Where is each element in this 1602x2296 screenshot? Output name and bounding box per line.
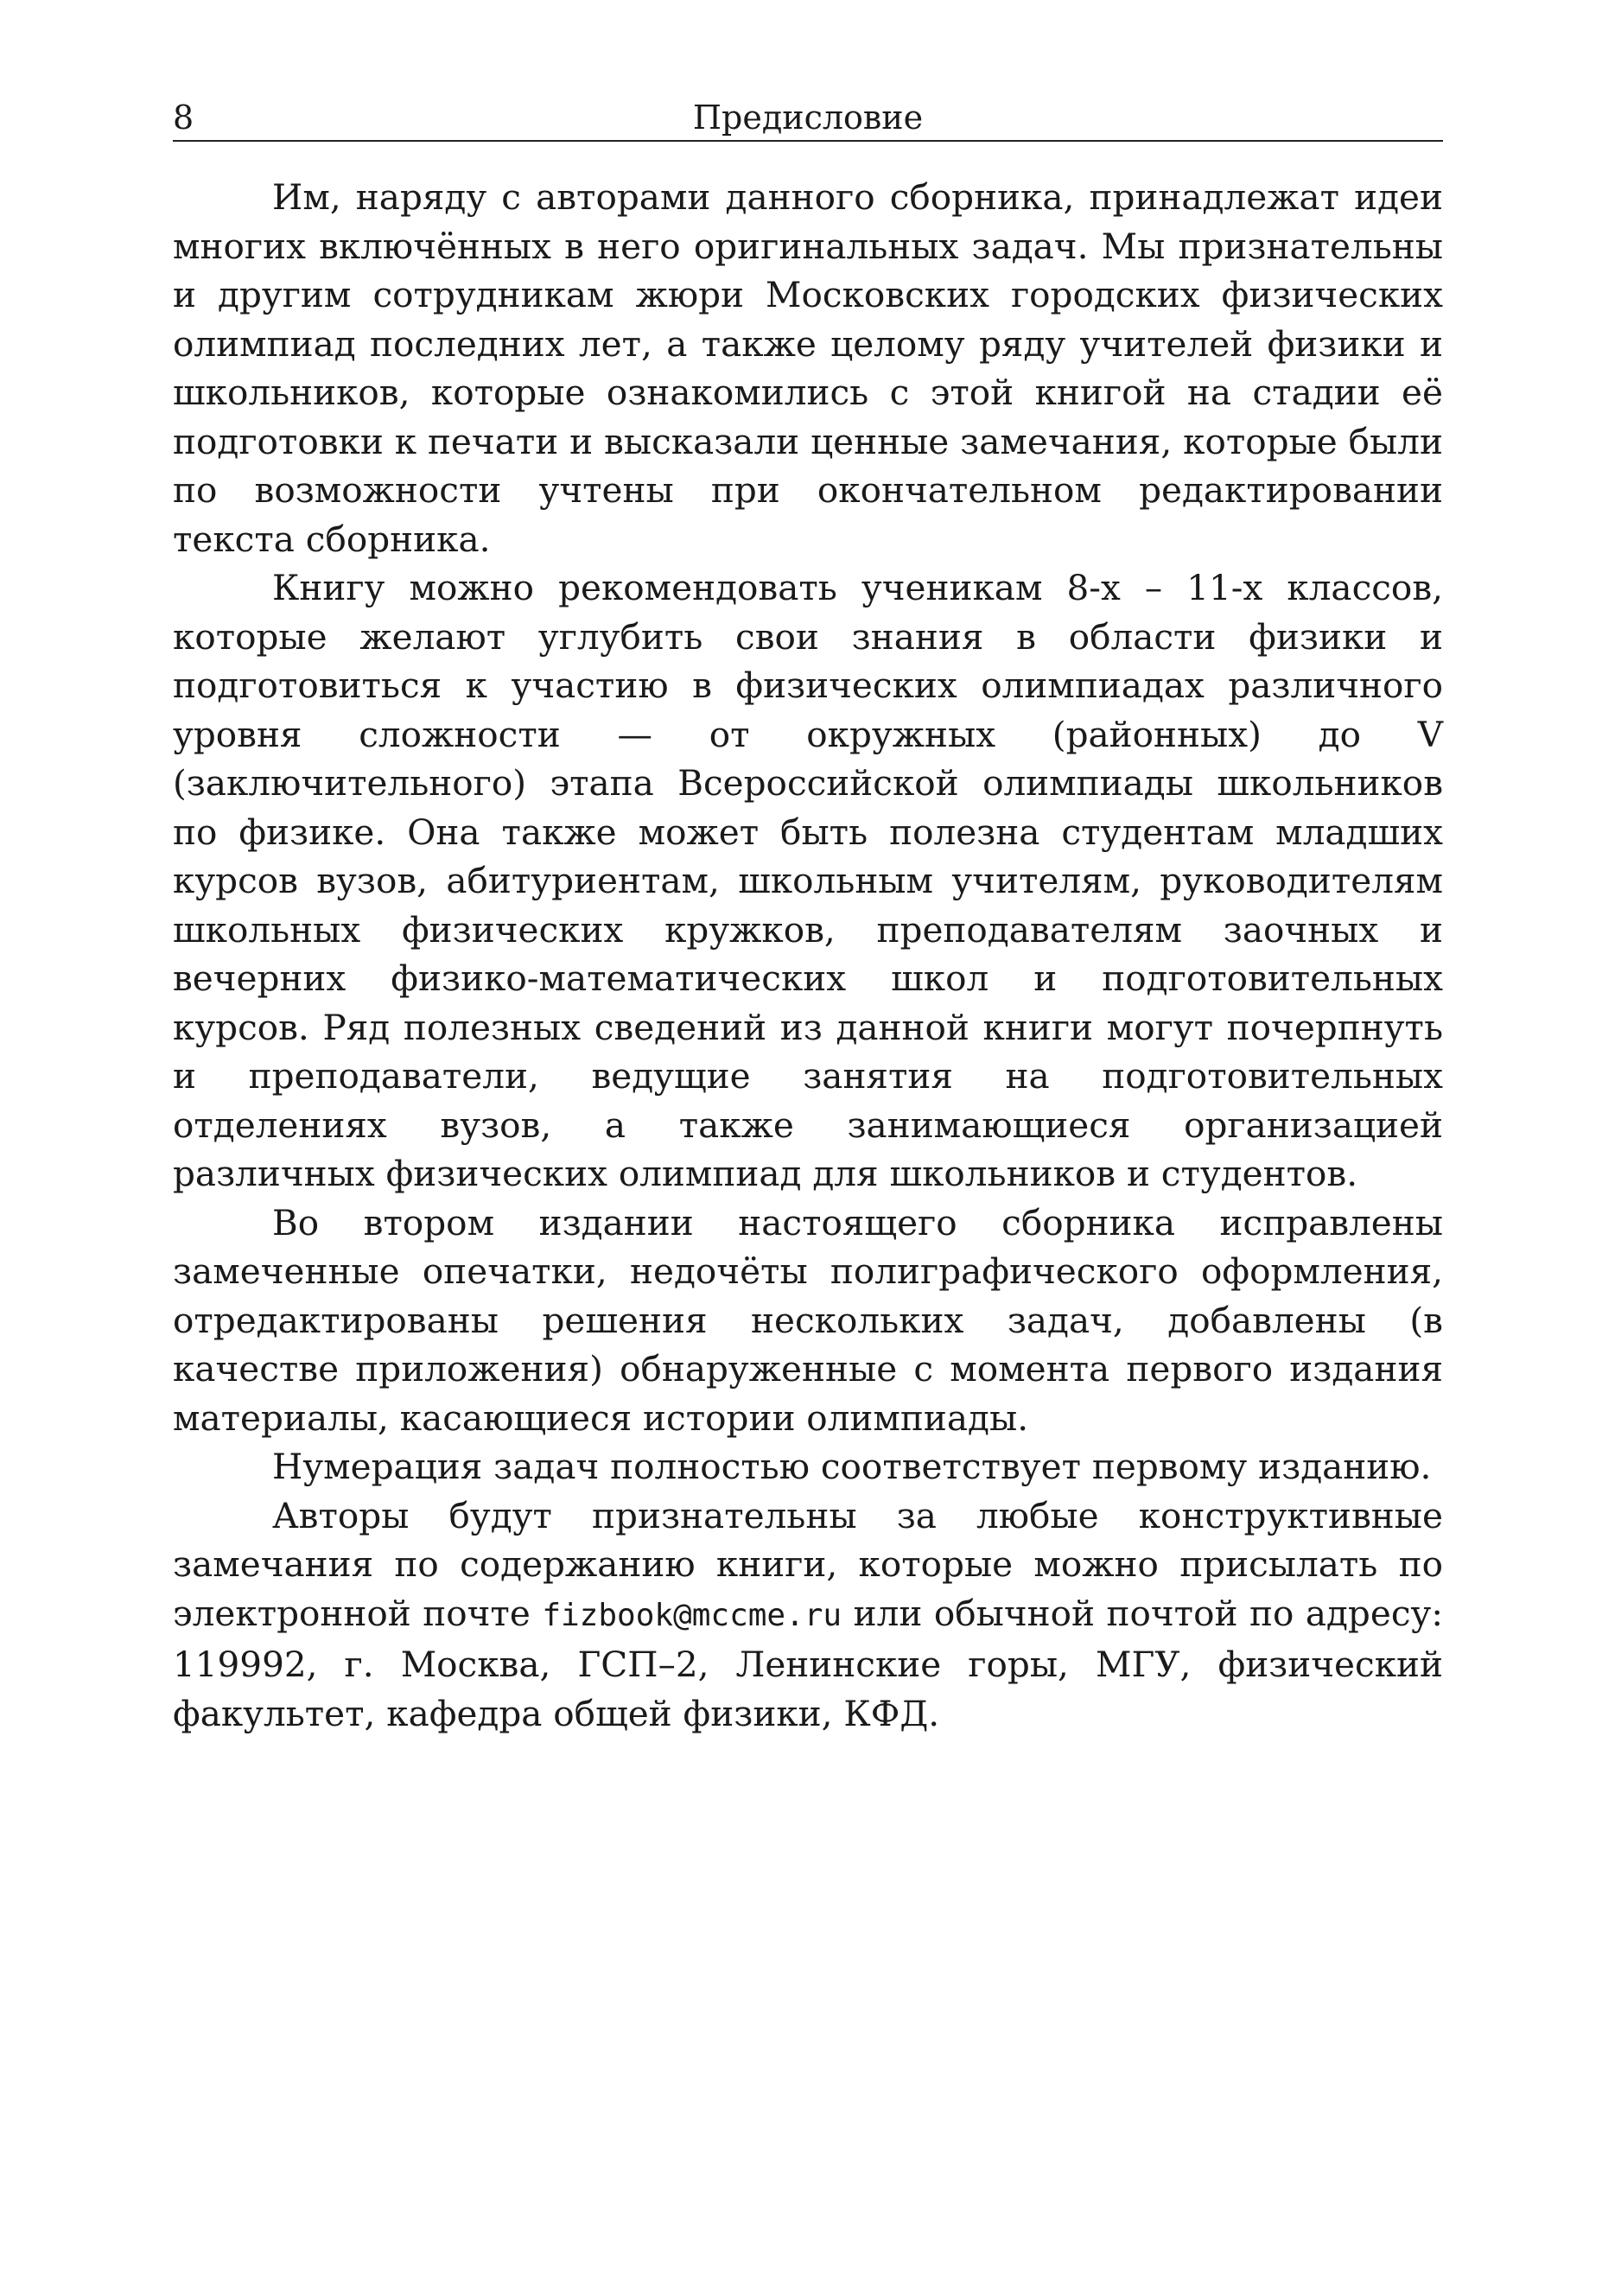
body-text [173, 173, 1443, 1738]
running-title: Предисловие [692, 99, 924, 137]
paragraph: Нумерация задач полностью соответствует первому изданию. [272, 1446, 1432, 1487]
running-head [173, 95, 1443, 142]
page-number: 8 [173, 99, 194, 137]
paragraph: Книгу можно рекомендовать ученикам 8-х – 11-х классов, которые желают углубить свои знания в области физики и подготовиться к участию в физических олимпиадах различного уровня сложности — от окружных (районных) до V (заключительного) этапа Всероссийской олимпиады школьников по физике. Она также может быть полезна студентам младших курсов вузов, абитуриентам, школьным учителям, руководителям школьных физических кружков, преподавателям заочных и вечерних физико-математических школ и подготовительных курсов. Ряд полезных сведений из данной книги могут почерпнуть и преподаватели, ведущие занятия на подготовительных отделениях вузов, а также занимающиеся организацией различных физических олимпиад для школьников и студентов. [173, 567, 1443, 1194]
contact-text-before: Авторы будут признательны за любые конструктивные замечания по содержанию книги, которые можно присылать по электронной почте [173, 1494, 1443, 1634]
contact-text-after: или обычной почтой по адресу: 119992, г. Москва, ГСП–2, Ленинские горы, МГУ, физический факультет, кафедра общей физики, КФД. [173, 1592, 1443, 1734]
paragraph: Во втором издании настоящего сборника исправлены замеченные опечатки, недочёты полиграфического оформления, отредактированы решения нескольких задач, добавлены (в качестве приложения) обнаруженные с момента первого издания материалы, касающиеся истории олимпиады. [173, 1201, 1443, 1439]
email-address: fizbook@mccme.ru [542, 1597, 842, 1633]
contact-paragraph [173, 1491, 1443, 1739]
paragraph: Им, наряду с авторами данного сборника, принадлежат идеи многих включённых в него оригинальных задач. Мы признательны и другим сотрудникам жюри Московских городских физических олимпиад последних лет, а также целому ряду учителей физики и школьников, которые ознакомились с этой книгой на стадии её подготовки к печати и высказали ценные замечания, которые были по возможности учтены при окончательном редактировании текста сборника. [173, 176, 1443, 560]
